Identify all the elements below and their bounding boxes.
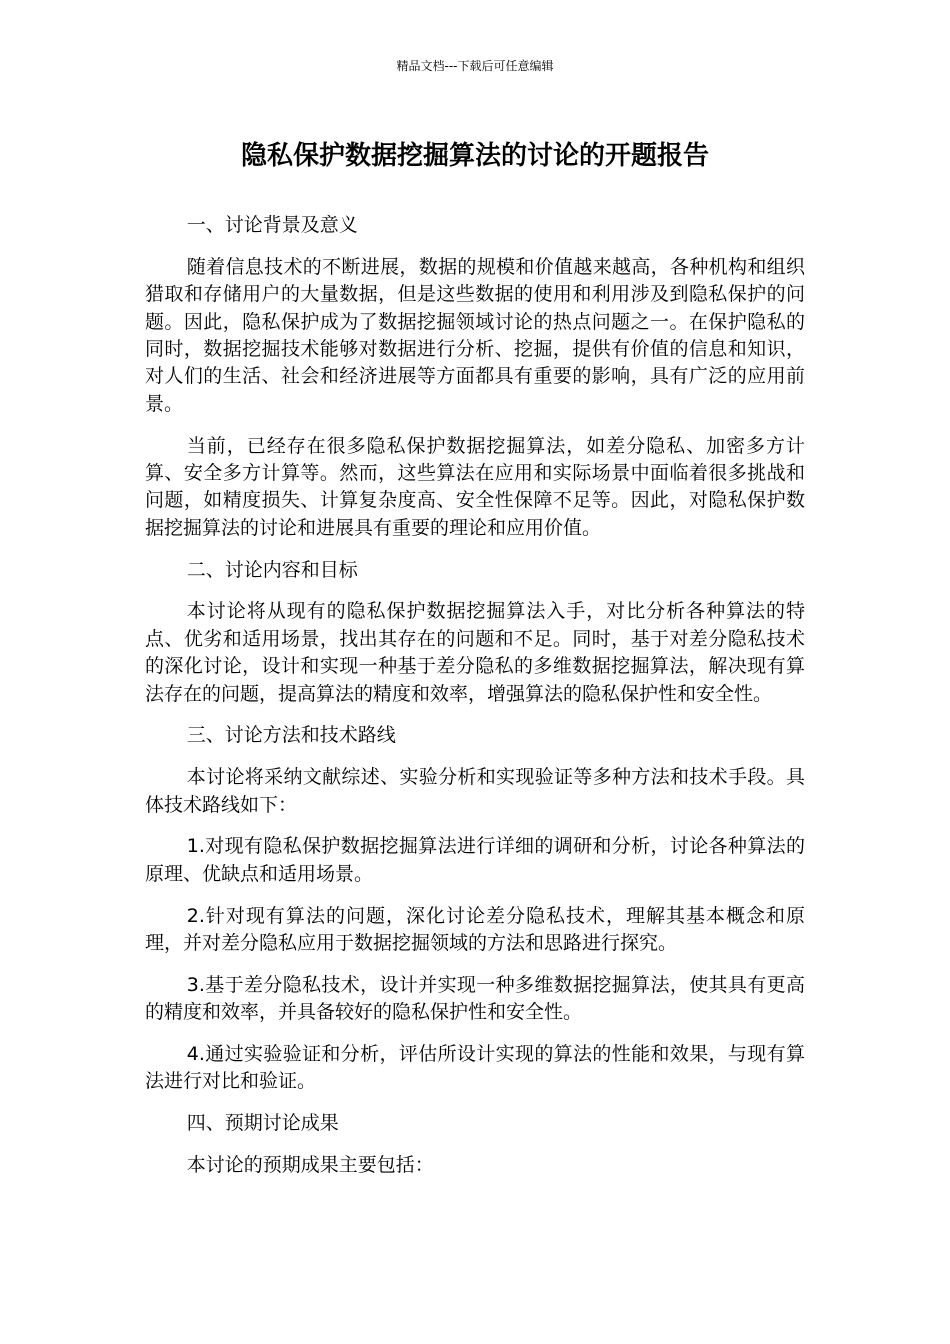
section-heading-expected-results: 四、预期讨论成果 <box>186 1112 339 1135</box>
paragraph-background-2: 当前，已经存在很多隐私保护数据挖掘算法，如差分隐私、加密多方计算、安全多方计算等。然而，这些算法在应用和实际场景中面临着很多挑战和问题，如精度损失、计算复杂度高、安全性保障不足等。因此，对隐私保护数据挖掘算法的讨论和进展具有重要的理论和应用价值。 <box>145 434 805 539</box>
document-body <box>145 212 805 1194</box>
list-item-method-3: 3.基于差分隐私技术，设计并实现一种多维数据挖掘算法，使其具有更高的精度和效率，并具备较好的隐私保护性和安全性。 <box>145 973 805 1024</box>
paragraph-background-1: 随着信息技术的不断进展，数据的规模和价值越来越高，各种机构和组织猎取和存储用户的大量数据，但是这些数据的使用和利用涉及到隐私保护的问题。因此，隐私保护成为了数据挖掘领域讨论的热点问题之一。在保护隐私的同时，数据挖掘技术能够对数据进行分析、挖掘，提供有价值的信息和知识，对人们的生活、社会和经济进展等方面都具有重要的影响，具有广泛的应用前景。 <box>145 255 805 415</box>
header-note: 精品文档---下载后可任意编辑 <box>396 59 554 73</box>
section-heading-content-goals: 二、讨论内容和目标 <box>186 558 358 581</box>
paragraph-methods-intro: 本讨论将采纳文献综述、实验分析和实现验证等多种方法和技术手段。具体技术路线如下： <box>145 766 805 816</box>
paragraph-content-goals: 本讨论将从现有的隐私保护数据挖掘算法入手，对比分析各种算法的特点、优劣和适用场景，找出其存在的问题和不足。同时，基于对差分隐私技术的深化讨论，设计和实现一种基于差分隐私的多维数据挖掘算法，解决现有算法存在的问题，提高算法的精度和效率，增强算法的隐私保护性和安全性。 <box>145 600 805 705</box>
list-item-method-4: 4.通过实验验证和分析，评估所设计实现的算法的性能和效果，与现有算法进行对比和验证。 <box>145 1043 805 1093</box>
section-heading-background: 一、讨论背景及意义 <box>186 214 358 236</box>
list-item-method-1: 1.对现有隐私保护数据挖掘算法进行详细的调研和分析，讨论各种算法的原理、优缺点和适用场景。 <box>145 835 805 885</box>
document-title: 隐私保护数据挖掘算法的讨论的开题报告 <box>240 141 709 171</box>
paragraph-expected-results: 本讨论的预期成果主要包括： <box>186 1154 434 1177</box>
list-item-method-2: 2.针对现有算法的问题，深化讨论差分隐私技术，理解其基本概念和原理，并对差分隐私应用于数据挖掘领域的方法和思路进行探究。 <box>145 904 805 955</box>
section-heading-methods: 三、讨论方法和技术路线 <box>186 724 396 747</box>
